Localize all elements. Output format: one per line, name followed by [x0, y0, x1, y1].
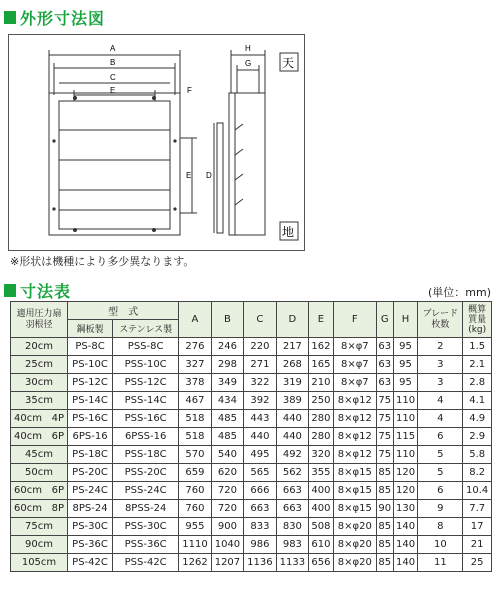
- cell-sus: PSS-42C: [113, 554, 179, 572]
- cell-size: 20cm: [11, 338, 68, 356]
- col-b: B: [211, 302, 243, 338]
- cell-b: 620: [211, 464, 243, 482]
- cell-g: 85: [376, 518, 393, 536]
- cell-kg: 17: [463, 518, 492, 536]
- table-row: [11, 464, 492, 482]
- size-value: 60cm: [14, 485, 42, 496]
- cell-blades: 11: [418, 554, 463, 572]
- cell-g: 85: [376, 554, 393, 572]
- cell-steel: 8PS-24: [68, 500, 113, 518]
- cell-f: 8×φ7: [333, 338, 376, 356]
- table-row: [11, 536, 492, 554]
- cell-size: 25cm: [11, 356, 68, 374]
- heading-marker: [4, 284, 16, 297]
- cell-sus: PSS-36C: [113, 536, 179, 554]
- cell-h: 110: [393, 446, 418, 464]
- cell-a: 378: [179, 374, 211, 392]
- cell-sus: PSS-10C: [113, 356, 179, 374]
- cell-size: 105cm: [11, 554, 68, 572]
- shutter-drawing-svg: [9, 35, 304, 250]
- cell-b: 246: [211, 338, 243, 356]
- label-b: B: [110, 58, 116, 67]
- cell-e: 320: [309, 446, 334, 464]
- cell-a: 760: [179, 482, 211, 500]
- cell-e: 280: [309, 410, 334, 428]
- col-blades: ブレード 枚数: [418, 302, 463, 338]
- cell-h: 140: [393, 554, 418, 572]
- cell-c: 271: [244, 356, 276, 374]
- cell-h: 120: [393, 464, 418, 482]
- cell-e: 656: [309, 554, 334, 572]
- cell-h: 95: [393, 374, 418, 392]
- cell-c: 1136: [244, 554, 276, 572]
- cell-h: 140: [393, 536, 418, 554]
- label-d: D: [206, 171, 212, 180]
- drawing-heading: [4, 6, 105, 29]
- col-h: H: [393, 302, 418, 338]
- col-g: G: [376, 302, 393, 338]
- cell-g: 75: [376, 392, 393, 410]
- table-row: [11, 410, 492, 428]
- cell-b: 1207: [211, 554, 243, 572]
- col-model: 型 式: [68, 302, 179, 320]
- label-g: G: [245, 59, 252, 68]
- cell-e: 610: [309, 536, 334, 554]
- cell-c: 495: [244, 446, 276, 464]
- col-a: A: [179, 302, 211, 338]
- cell-g: 63: [376, 338, 393, 356]
- cell-blades: 9: [418, 500, 463, 518]
- cell-g: 63: [376, 374, 393, 392]
- cell-size: [11, 500, 68, 518]
- cell-steel: PS-24C: [68, 482, 113, 500]
- cell-kg: 1.5: [463, 338, 492, 356]
- cell-h: 110: [393, 392, 418, 410]
- cell-e: 280: [309, 428, 334, 446]
- cell-blades: 2: [418, 338, 463, 356]
- label-c: C: [110, 73, 116, 82]
- cell-d: 663: [276, 500, 308, 518]
- col-weight: 概算 質量 (kg): [463, 302, 492, 338]
- cell-steel: PS-16C: [68, 410, 113, 428]
- cell-c: 392: [244, 392, 276, 410]
- cell-h: 130: [393, 500, 418, 518]
- cell-f: 8×φ12: [333, 428, 376, 446]
- cell-blades: 4: [418, 392, 463, 410]
- cell-a: 1110: [179, 536, 211, 554]
- col-stainless: ステンレス製: [113, 320, 179, 338]
- cell-b: 349: [211, 374, 243, 392]
- cell-g: 75: [376, 446, 393, 464]
- cell-a: 659: [179, 464, 211, 482]
- cell-d: 319: [276, 374, 308, 392]
- cell-f: 8×φ15: [333, 500, 376, 518]
- cell-blades: 4: [418, 410, 463, 428]
- dimension-table: [10, 301, 492, 572]
- cell-c: 986: [244, 536, 276, 554]
- cell-g: 85: [376, 464, 393, 482]
- cell-blades: 6: [418, 482, 463, 500]
- cell-kg: 5.8: [463, 446, 492, 464]
- cell-size: 90cm: [11, 536, 68, 554]
- front-outer-frame: [49, 93, 180, 235]
- cell-sus: PSS-12C: [113, 374, 179, 392]
- table-row: [11, 446, 492, 464]
- cell-h: 120: [393, 482, 418, 500]
- cell-steel: PS-8C: [68, 338, 113, 356]
- cell-e: 508: [309, 518, 334, 536]
- cell-a: 518: [179, 410, 211, 428]
- cell-b: 540: [211, 446, 243, 464]
- cell-sus: 8PSS-24: [113, 500, 179, 518]
- label-e-vertical: E: [186, 171, 192, 180]
- cell-blades: 8: [418, 518, 463, 536]
- cell-sus: PSS-20C: [113, 464, 179, 482]
- table-row: [11, 428, 492, 446]
- cell-f: 8×φ7: [333, 356, 376, 374]
- cell-g: 75: [376, 410, 393, 428]
- cell-a: 276: [179, 338, 211, 356]
- dimension-drawing: [8, 34, 305, 251]
- cell-c: 440: [244, 428, 276, 446]
- cell-d: 268: [276, 356, 308, 374]
- cell-b: 900: [211, 518, 243, 536]
- cell-g: 75: [376, 428, 393, 446]
- cell-b: 298: [211, 356, 243, 374]
- cell-steel: PS-14C: [68, 392, 113, 410]
- cell-sus: PSS-30C: [113, 518, 179, 536]
- cell-b: 485: [211, 410, 243, 428]
- cell-size: [11, 428, 68, 446]
- cell-sus: PSS-18C: [113, 446, 179, 464]
- cell-e: 162: [309, 338, 334, 356]
- cell-steel: PS-42C: [68, 554, 113, 572]
- cell-sus: PSS-14C: [113, 392, 179, 410]
- cell-kg: 21: [463, 536, 492, 554]
- cell-f: 8×φ12: [333, 410, 376, 428]
- cell-e: 165: [309, 356, 334, 374]
- table-row: [11, 356, 492, 374]
- cell-d: 217: [276, 338, 308, 356]
- cell-kg: 4.1: [463, 392, 492, 410]
- cell-a: 570: [179, 446, 211, 464]
- cell-kg: 2.9: [463, 428, 492, 446]
- size-poles: 6P: [51, 431, 64, 442]
- heading-marker: [4, 11, 16, 24]
- cell-c: 663: [244, 500, 276, 518]
- cell-size: 35cm: [11, 392, 68, 410]
- cell-c: 220: [244, 338, 276, 356]
- cell-e: 250: [309, 392, 334, 410]
- cell-b: 1040: [211, 536, 243, 554]
- cell-a: 327: [179, 356, 211, 374]
- cell-d: 440: [276, 428, 308, 446]
- label-e: E: [110, 86, 116, 95]
- size-poles: 4P: [51, 413, 64, 424]
- cell-c: 443: [244, 410, 276, 428]
- cell-sus: 6PSS-16: [113, 428, 179, 446]
- size-poles: 8P: [51, 503, 64, 514]
- cell-blades: 5: [418, 446, 463, 464]
- cell-f: 8×φ12: [333, 392, 376, 410]
- cell-b: 485: [211, 428, 243, 446]
- cell-kg: 7.7: [463, 500, 492, 518]
- label-h: H: [245, 44, 251, 53]
- label-f: F: [187, 86, 192, 95]
- cell-sus: PSS-8C: [113, 338, 179, 356]
- size-value: 40cm: [14, 431, 42, 442]
- cell-steel: PS-36C: [68, 536, 113, 554]
- cell-c: 565: [244, 464, 276, 482]
- cell-f: 8×φ20: [333, 536, 376, 554]
- cell-c: 666: [244, 482, 276, 500]
- cell-g: 63: [376, 356, 393, 374]
- table-body: [11, 338, 492, 572]
- cell-blades: 10: [418, 536, 463, 554]
- table-heading: [4, 279, 71, 302]
- table-row: [11, 338, 492, 356]
- cell-a: 1262: [179, 554, 211, 572]
- size-poles: 6P: [51, 485, 64, 496]
- cell-c: 322: [244, 374, 276, 392]
- cell-size: [11, 482, 68, 500]
- cell-a: 518: [179, 428, 211, 446]
- col-e: E: [309, 302, 334, 338]
- unit-label: (単位：mm): [427, 286, 491, 299]
- cell-h: 95: [393, 356, 418, 374]
- cell-h: 110: [393, 410, 418, 428]
- col-c: C: [244, 302, 276, 338]
- cell-kg: 10.4: [463, 482, 492, 500]
- table-row: [11, 482, 492, 500]
- cell-d: 440: [276, 410, 308, 428]
- cell-f: 8×φ20: [333, 518, 376, 536]
- cell-e: 400: [309, 482, 334, 500]
- cell-a: 760: [179, 500, 211, 518]
- cell-kg: 8.2: [463, 464, 492, 482]
- cell-a: 467: [179, 392, 211, 410]
- cell-kg: 4.9: [463, 410, 492, 428]
- cell-size: 75cm: [11, 518, 68, 536]
- cell-h: 140: [393, 518, 418, 536]
- cell-b: 720: [211, 482, 243, 500]
- cell-d: 663: [276, 482, 308, 500]
- cell-f: 8×φ20: [333, 554, 376, 572]
- cell-size: 30cm: [11, 374, 68, 392]
- cell-kg: 2.1: [463, 356, 492, 374]
- cell-d: 562: [276, 464, 308, 482]
- cell-size: [11, 410, 68, 428]
- label-a: A: [110, 44, 116, 53]
- cell-c: 833: [244, 518, 276, 536]
- cell-b: 720: [211, 500, 243, 518]
- cell-steel: PS-18C: [68, 446, 113, 464]
- cell-f: 8×φ15: [333, 482, 376, 500]
- cell-d: 389: [276, 392, 308, 410]
- cell-size: 50cm: [11, 464, 68, 482]
- cell-h: 95: [393, 338, 418, 356]
- cell-size: 45cm: [11, 446, 68, 464]
- cell-d: 830: [276, 518, 308, 536]
- cell-g: 90: [376, 500, 393, 518]
- cell-blades: 3: [418, 356, 463, 374]
- cell-blades: 5: [418, 464, 463, 482]
- cell-d: 1133: [276, 554, 308, 572]
- label-top: 天: [282, 56, 295, 70]
- cell-f: 8×φ12: [333, 446, 376, 464]
- cell-steel: PS-20C: [68, 464, 113, 482]
- label-bottom: 地: [282, 225, 295, 239]
- size-value: 40cm: [14, 413, 42, 424]
- cell-d: 492: [276, 446, 308, 464]
- cell-steel: PS-12C: [68, 374, 113, 392]
- cell-e: 400: [309, 500, 334, 518]
- table-row: [11, 374, 492, 392]
- cell-e: 355: [309, 464, 334, 482]
- col-f: F: [333, 302, 376, 338]
- cell-f: 8×φ15: [333, 464, 376, 482]
- cell-kg: 25: [463, 554, 492, 572]
- cell-steel: 6PS-16: [68, 428, 113, 446]
- cell-sus: PSS-24C: [113, 482, 179, 500]
- table-row: [11, 554, 492, 572]
- col-steel: 鋼板製: [68, 320, 113, 338]
- cell-steel: PS-30C: [68, 518, 113, 536]
- cell-e: 210: [309, 374, 334, 392]
- cell-g: 85: [376, 482, 393, 500]
- cell-d: 983: [276, 536, 308, 554]
- table-row: [11, 500, 492, 518]
- cell-a: 955: [179, 518, 211, 536]
- cell-sus: PSS-16C: [113, 410, 179, 428]
- drawing-heading-text: 外形寸法図: [20, 9, 106, 28]
- cell-h: 115: [393, 428, 418, 446]
- shape-note: ※形状は機種により多少異なります。: [10, 255, 195, 268]
- col-d: D: [276, 302, 308, 338]
- table-heading-text: 寸法表: [20, 282, 72, 301]
- cell-blades: 3: [418, 374, 463, 392]
- cell-blades: 6: [418, 428, 463, 446]
- col-size: 適用圧力扇 羽根径: [11, 302, 68, 338]
- table-row: [11, 518, 492, 536]
- cell-b: 434: [211, 392, 243, 410]
- cell-g: 85: [376, 536, 393, 554]
- cell-f: 8×φ7: [333, 374, 376, 392]
- size-value: 60cm: [14, 503, 42, 514]
- table-row: [11, 392, 492, 410]
- cell-steel: PS-10C: [68, 356, 113, 374]
- cell-kg: 2.8: [463, 374, 492, 392]
